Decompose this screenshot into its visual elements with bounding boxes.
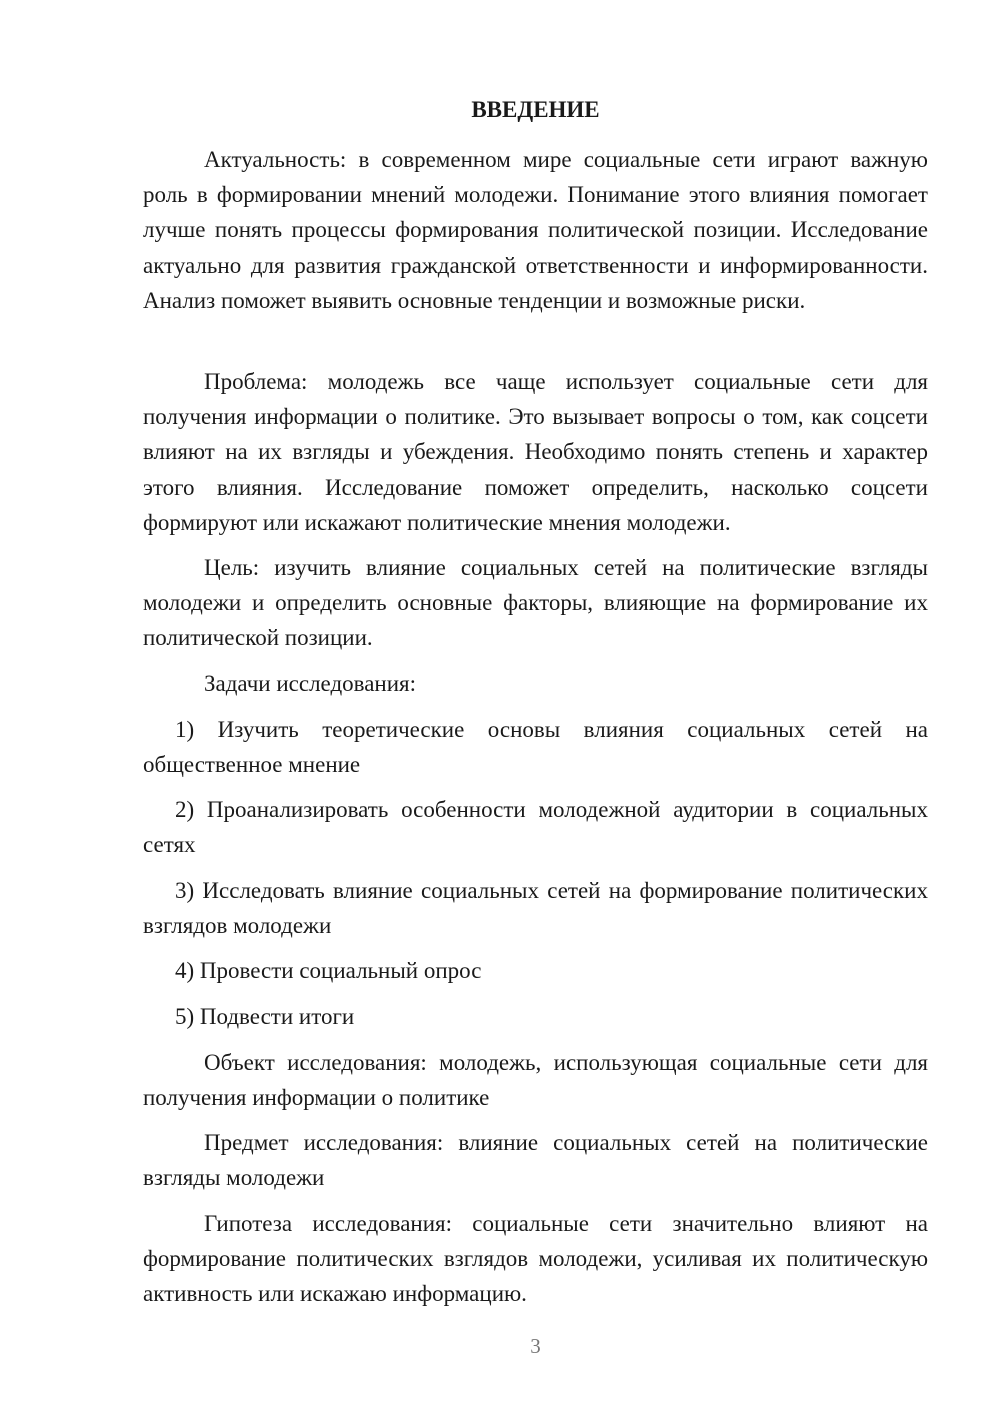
hypothesis-paragraph: Гипотеза исследования: социальные сети значительно влияют на формирование политических взглядов молодежи, усиливая их политическую активность или искажаю информацию. <box>143 1211 928 1307</box>
problem-paragraph: Проблема: молодежь все чаще использует социальные сети для получения информации о политике. Это вызывает вопросы о том, как соцсети влияют на их взгляды и убеждения. Необходимо понять степень и характер этого влияния. Исследование поможет определить, насколько соцсети формируют или искажают политические мнения молодежи. <box>143 369 928 535</box>
subject-paragraph: Предмет исследования: влияние социальных сетей на политические взгляды молодежи <box>143 1130 928 1191</box>
section-title: ВВЕДЕНИЕ <box>471 97 600 122</box>
goal-paragraph: Цель: изучить влияние социальных сетей на политические взгляды молодежи и определить основные факторы, влияющие на формирование их политической позиции. <box>143 555 928 651</box>
task-item-4: 4) Провести социальный опрос <box>175 958 482 983</box>
object-paragraph: Объект исследования: молодежь, использующая социальные сети для получения информации о политике <box>143 1050 928 1111</box>
task-item-1: 1) Изучить теоретические основы влияния социальных сетей на общественное мнение <box>143 717 928 778</box>
page-number: 3 <box>530 1334 541 1358</box>
task-item-5: 5) Подвести итоги <box>175 1004 355 1029</box>
task-item-3: 3) Исследовать влияние социальных сетей на формирование политических взглядов молодежи <box>143 878 928 939</box>
tasks-heading: Задачи исследования: <box>204 671 417 696</box>
relevance-paragraph: Актуальность: в современном мире социальные сети играют важную роль в формировании мнений молодежи. Понимание этого влияния помогает лучше понять процессы формирования политической позиции. Исследование актуально для развития гражданской ответственности и информированности. Анализ поможет выявить основные тенденции и возможные риски. <box>143 147 928 313</box>
task-item-2: 2) Проанализировать особенности молодежной аудитории в социальных сетях <box>143 797 928 858</box>
